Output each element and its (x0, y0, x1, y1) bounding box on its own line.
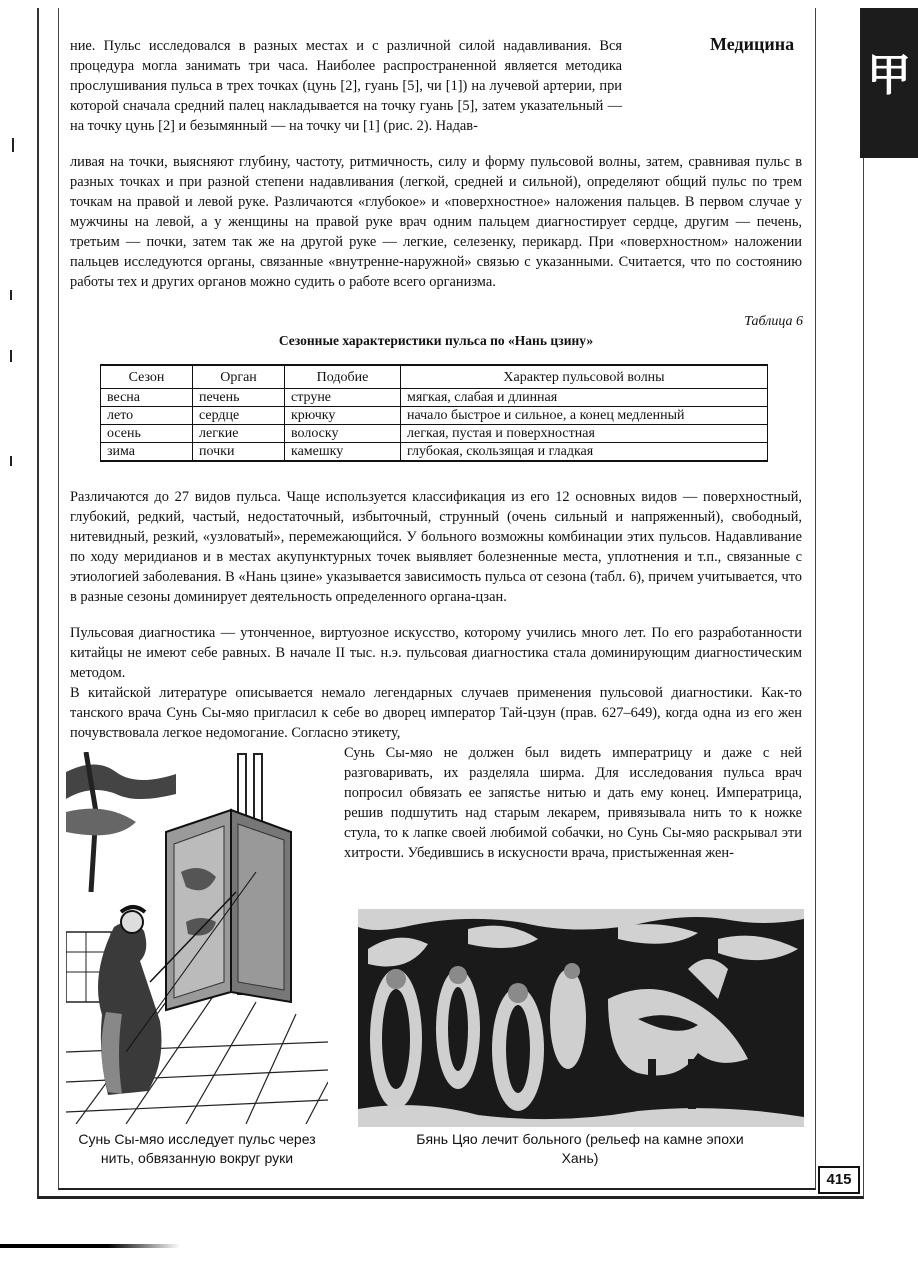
table-cell: весна (101, 389, 193, 407)
margin-mark (10, 290, 12, 300)
column-header: Характер пульсовой волны (401, 365, 768, 389)
chapter-tab (860, 8, 918, 158)
table-cell: печень (193, 389, 285, 407)
page-number: 415 (818, 1166, 860, 1194)
table-header-row (101, 365, 768, 389)
woodcut-illustration-pulse-thread (66, 752, 328, 1124)
table-cell: струне (285, 389, 401, 407)
table-cell: мягкая, слабая и длинная (401, 389, 768, 407)
table-cell: почки (193, 443, 285, 462)
season-pulse-table (100, 364, 768, 462)
table-cell: осень (101, 425, 193, 443)
paragraph-4: Пульсовая диагностика — утонченное, виртуозное искусство, которому учились много лет. По его разработанности китайцы не имеют себе равных. В начале II тыс. н.э. пульсовая диагностика стала доминирующим диагностическим методом. (70, 625, 802, 681)
column-header: Сезон (101, 365, 193, 389)
table-cell: лето (101, 407, 193, 425)
table-row (101, 425, 768, 443)
chapter-glyph: 甲 (867, 51, 911, 100)
table-cell: легкая, пустая и поверхностная (401, 425, 768, 443)
table-cell: зима (101, 443, 193, 462)
section-title: Медицина (710, 34, 795, 54)
paragraph-3: Различаются до 27 видов пульса. Чаще используется классификация из его 12 основных видов — поверхностный, глубокий, редкий, частый, недостаточный, избыточный, струнный (очень сильный и напряженный), свободный, нитевидный, резкий, «узловатый», перемежающийся. У больного возможны комбинации этих пульсов. Надавливание по ходу меридианов и в местах акупунктурных точек выявляет болезненные места, уплотнения и т.п., связанные с этиологией заболевания. В «Нань цзине» указывается зависимость пульса от сезона (табл. 6), причем учитывается, что в разные сезоны доминирует деятельность определенного органа-цзан. (70, 489, 802, 605)
paragraph-2: ливая на точки, выясняют глубину, частоту, ритмичность, силу и форму пульсовой волны, затем, сравнивая пульс в разных точках и при разной степени надавливания (легкой, средней и сильной), определяют общий пульс по трем точкам на правой и левой руке. Различаются «глубокое» и «поверхностное» наложения пальцев. В первом случае у мужчины на левой, а у женщины на правой руке врач одним пальцем диагностирует сердце, другим — печень, третьим — почки, затем так же на другой руке — легкие, селезенку, перикард. При «поверхностном» наложении пальцев исследуются органы, связанные «внутренне-наружной» связью с указанными. Считается, что по состоянию работы тех и других органов можно судить о работе всего организма. (70, 154, 802, 290)
table-cell: начало быстрое и сильное, а конец медленный (401, 407, 768, 425)
paragraph-5: В китайской литературе описывается немало легендарных случаев применения пульсовой диагностики. Как-то танского врача Сунь Сы-мяо пригласил к себе во дворец император Тай-цзун (прав. 627–649), когда одна из его жен почувствовала легкое недомогание. Согласно этикету, (70, 685, 802, 741)
column-header: Орган (193, 365, 285, 389)
margin-mark (10, 456, 12, 466)
table-cell: глубокая, скользящая и гладкая (401, 443, 768, 462)
scan-artifact-line (0, 1244, 180, 1248)
caption-left: Сунь Сы-мяо исследует пульс через нить, обвязанную вокруг руки (78, 1131, 316, 1166)
table-cell: камешку (285, 443, 401, 462)
table-cell: крючку (285, 407, 401, 425)
paragraph-6: Сунь Сы-мяо не должен был видеть императрицу и даже с ней разговаривать, их разделяла ширма. Для исследования пульса врач попросил обвязать ее запястье нитью и дать ему конец. Императрица, решив подшутить над старым лекарем, привязывала нить то к ножке стула, то к лапке своей любимой собачки, но Сунь Сы-мяо раскрывал эти хитрости. Убедившись в искусности врача, пристыженная жен- (344, 745, 802, 861)
caption-right: Бянь Цяо лечит больного (рельеф на камне эпохи Хань) (416, 1131, 744, 1166)
table-cell: легкие (193, 425, 285, 443)
paragraph-1: ние. Пульс исследовался в разных местах и с различной силой надавливания. Вся процедура могла занимать три часа. Наиболее распространенной является методика прослушивания пульса в трех точках (цунь [2], гуань [5], чи [1]) на лучевой артерии, при которой сначала средний палец накладывается на точку гуань [5], затем указательный — на точку цунь [2] и безымянный — на точку чи [1] (рис. 2). Надав- (70, 38, 622, 134)
table-row (101, 389, 768, 407)
table-cell: сердце (193, 407, 285, 425)
column-header: Подобие (285, 365, 401, 389)
table-row (101, 443, 768, 462)
margin-mark (10, 350, 12, 362)
table-label: Таблица 6 (744, 314, 803, 329)
table-cell: волоску (285, 425, 401, 443)
margin-mark (12, 138, 14, 152)
stone-relief-illustration (358, 909, 804, 1127)
table-title: Сезонные характеристики пульса по «Нань цзину» (278, 333, 594, 348)
table-row (101, 407, 768, 425)
